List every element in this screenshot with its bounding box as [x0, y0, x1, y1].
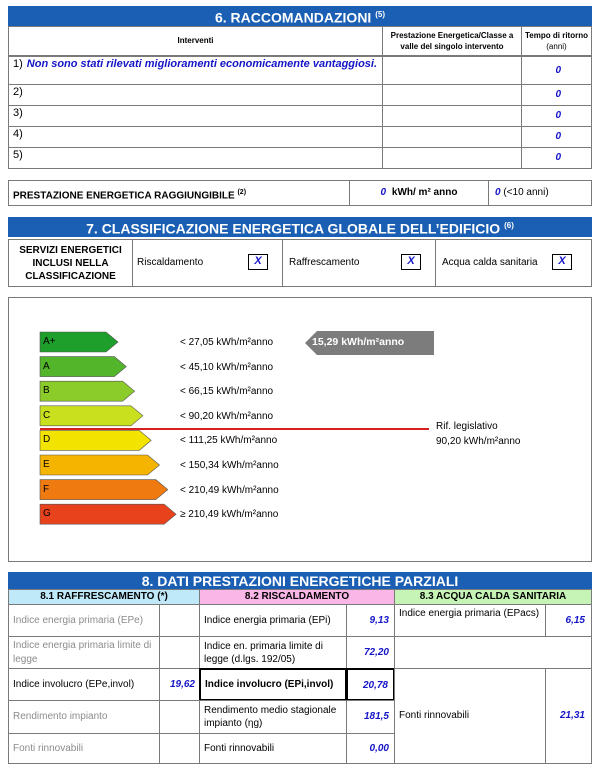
energy-class-threshold: ≥ 210,49 kWh/m²anno	[180, 509, 279, 521]
recommendation-tempo-cell	[521, 56, 592, 85]
raffrescamento-value-cell	[159, 604, 200, 637]
energy-class-arrow	[40, 480, 168, 500]
service-riscaldamento-label: Riscaldamento	[137, 257, 204, 268]
acs-fonti-label-cell	[394, 668, 546, 764]
col-prestazione-label: Prestazione Energetica/Classe a valle del singolo intervento	[390, 31, 514, 51]
recommendation-tempo-cell	[521, 105, 592, 127]
recommendation-tempo-value: 0	[555, 131, 561, 142]
energy-class-threshold: < 111,25 kWh/m²anno	[180, 435, 278, 447]
recommendation-prestazione-cell	[382, 126, 522, 148]
energy-class-arrow	[40, 504, 176, 524]
riscaldamento-label: Indice energia primaria (EPi)	[204, 615, 331, 626]
recommendation-number: 5)	[13, 149, 23, 161]
acs-value: 6,15	[565, 615, 585, 626]
recommendation-row-text-cell	[8, 84, 383, 106]
section6-header	[8, 6, 592, 26]
energy-class-letter: A+	[43, 336, 56, 347]
energy-class-letter: G	[43, 508, 51, 520]
raffrescamento-label-cell	[8, 700, 160, 734]
raffrescamento-label: Indice energia primaria (EPe)	[13, 614, 144, 626]
col-interventi-header	[8, 26, 383, 56]
servizi-label-cell	[8, 239, 133, 287]
raffrescamento-value-cell	[159, 733, 200, 764]
col-prestazione-header	[382, 26, 522, 56]
raffrescamento-label-cell	[8, 668, 160, 701]
energy-class-letter: D	[43, 434, 51, 446]
col-tempo-header	[521, 26, 592, 56]
recommendation-prestazione-cell	[382, 105, 522, 127]
energy-scale-panel	[8, 297, 592, 562]
service-acs-cell	[435, 239, 592, 287]
recommendation-prestazione-cell	[382, 147, 522, 169]
raggiungibile-years-cell	[488, 180, 592, 206]
raggiungibile-value-cell	[349, 180, 489, 206]
section6-title: 6. RACCOMANDAZIONI	[214, 9, 372, 26]
col2-header	[199, 589, 395, 605]
service-raffrescamento-checkbox[interactable]: X	[401, 254, 421, 270]
col1-title: 8.1 RAFFRESCAMENTO (*)	[40, 591, 168, 602]
recommendation-tempo-cell	[521, 84, 592, 106]
service-riscaldamento-checkbox[interactable]: X	[248, 254, 268, 270]
recommendation-number: 1)	[13, 58, 23, 70]
recommendation-row-text-cell	[8, 56, 383, 85]
col1-header	[8, 589, 200, 605]
service-acs-checkbox[interactable]: X	[552, 254, 572, 270]
recommendation-number: 3)	[13, 107, 23, 119]
recommendation-row-text-cell	[8, 126, 383, 148]
acs-value-cell	[545, 604, 592, 637]
section8-header	[8, 572, 592, 590]
service-raffrescamento-cell	[282, 239, 436, 287]
riscaldamento-value: 9,13	[369, 615, 389, 626]
energy-class-threshold: < 210,49 kWh/m²anno	[180, 484, 279, 496]
energy-class-threshold: < 27,05 kWh/m²anno	[180, 337, 274, 348]
raffrescamento-label: Indice involucro (EPe,invol)	[13, 678, 135, 690]
raffrescamento-value-cell	[159, 636, 200, 669]
riscaldamento-label-cell	[199, 733, 347, 764]
energy-class-arrow	[40, 430, 151, 450]
riscaldamento-value-cell	[346, 700, 395, 734]
energy-class-letter: C	[43, 409, 51, 421]
energy-class-threshold: < 150,34 kWh/m²anno	[180, 460, 279, 471]
raggiungibile-unit: kWh/ m² anno	[391, 187, 458, 198]
energy-class-threshold: < 45,10 kWh/m²anno	[180, 361, 274, 373]
col3-header	[394, 589, 592, 605]
section7-title-note: (6)	[504, 221, 514, 230]
energy-class-threshold: < 90,20 kWh/m²anno	[180, 410, 274, 422]
recommendation-text: Non sono stati rilevati miglioramenti economicamente vantaggiosi.	[26, 58, 378, 70]
recommendation-tempo-cell	[521, 126, 592, 148]
acs-fonti-value-cell	[545, 668, 592, 764]
energy-class-letter: F	[43, 483, 50, 495]
section7-header	[8, 217, 592, 237]
raffrescamento-label: Fonti rinnovabili	[13, 742, 84, 754]
raffrescamento-value-cell	[159, 700, 200, 734]
recommendation-tempo-value: 0	[555, 110, 561, 121]
raggiungibile-value: 0	[380, 187, 387, 198]
recommendation-tempo-value: 0	[555, 89, 561, 100]
raffrescamento-label-cell	[8, 604, 160, 637]
riscaldamento-value: 20,78	[362, 680, 388, 691]
recommendation-number: 2)	[13, 86, 23, 98]
riscaldamento-value-cell	[346, 733, 395, 764]
riscaldamento-label-cell	[199, 668, 347, 701]
riscaldamento-value-cell	[346, 668, 395, 701]
energy-class-arrow	[40, 357, 126, 377]
raggiungibile-note: (2)	[237, 189, 247, 196]
recommendation-tempo-value: 0	[555, 152, 561, 163]
indicator-value: 15,29 kWh/m²anno	[312, 336, 405, 348]
raffrescamento-label-cell	[8, 733, 160, 764]
col-interventi-label: Interventi	[177, 36, 214, 45]
energy-class-arrow	[40, 455, 160, 475]
energy-scale-chart	[9, 298, 591, 561]
energy-class-letter: B	[43, 385, 50, 397]
col-tempo-label: Tempo di ritorno	[525, 31, 588, 40]
acs-fonti-value: 21,31	[559, 710, 585, 721]
raffrescamento-label-cell	[8, 636, 160, 669]
riscaldamento-value-cell	[346, 604, 395, 637]
col2-title: 8.2 RISCALDAMENTO	[244, 591, 350, 602]
service-riscaldamento-cell	[132, 239, 283, 287]
riscaldamento-value: 181,5	[363, 711, 389, 722]
acs-empty-cell	[394, 636, 592, 669]
raffrescamento-value-cell	[159, 668, 200, 701]
energy-class-letter: E	[43, 459, 50, 470]
riscaldamento-label: Indice involucro (EPi,invol)	[205, 679, 334, 690]
section8-title: 8. DATI PRESTAZIONI ENERGETICHE PARZIALI	[141, 573, 459, 589]
energy-class-arrow	[40, 381, 135, 401]
energy-class-letter: A	[43, 360, 50, 372]
rif-legislativo-value: 90,20 kWh/m²anno	[436, 436, 521, 447]
raffrescamento-label: Indice energia primaria limite di legge	[13, 639, 152, 665]
energy-class-arrow	[40, 406, 143, 426]
riscaldamento-label-cell	[199, 700, 347, 734]
recommendation-tempo-cell	[521, 147, 592, 169]
recommendation-prestazione-cell	[382, 84, 522, 106]
recommendation-prestazione-cell	[382, 56, 522, 85]
col-tempo-unit: (anni)	[546, 42, 567, 51]
acs-label-cell	[394, 604, 546, 637]
raggiungibile-years-note: (<10 anni)	[503, 187, 549, 198]
riscaldamento-value: 72,20	[363, 647, 389, 658]
riscaldamento-label: Fonti rinnovabili	[204, 743, 275, 754]
raffrescamento-label: Rendimento impianto	[13, 711, 108, 722]
col3-title: 8.3 ACQUA CALDA SANITARIA	[419, 591, 567, 602]
acs-label: Indice energia primaria (EPacs)	[399, 608, 540, 619]
service-raffrescamento-label: Raffrescamento	[289, 257, 360, 268]
riscaldamento-label-cell	[199, 604, 347, 637]
raffrescamento-value: 19,62	[169, 679, 195, 690]
section7-title: 7. CLASSIFICAZIONE ENERGETICA GLOBALE DELL’EDIFICIO	[86, 220, 501, 237]
riscaldamento-label-cell	[199, 636, 347, 669]
raggiungibile-label: PRESTAZIONE ENERGETICA RAGGIUNGIBILE	[13, 190, 235, 202]
section6-title-note: (5)	[375, 10, 385, 19]
riscaldamento-label: Indice en. primaria limite di legge (d.lgs. 192/05)	[204, 640, 323, 665]
recommendation-row-text-cell	[8, 105, 383, 127]
riscaldamento-value: 0,00	[369, 743, 389, 754]
recommendation-number: 4)	[13, 128, 23, 140]
raggiungibile-label-cell	[8, 180, 350, 206]
servizi-label: SERVIZI ENERGETICI INCLUSI NELLA CLASSIFICAZIONE	[19, 245, 122, 282]
service-acs-label: Acqua calda sanitaria	[442, 257, 538, 268]
rif-legislativo-label: Rif. legislativo	[436, 421, 498, 432]
energy-class-threshold: < 66,15 kWh/m²anno	[180, 386, 274, 398]
riscaldamento-value-cell	[346, 636, 395, 669]
recommendation-tempo-value: 0	[555, 65, 561, 76]
riscaldamento-label: Rendimento medio stagionale impianto (ηg)	[204, 705, 337, 729]
acs-fonti-label: Fonti rinnovabili	[399, 710, 470, 721]
raggiungibile-years: 0	[495, 187, 501, 198]
recommendation-row-text-cell	[8, 147, 383, 169]
